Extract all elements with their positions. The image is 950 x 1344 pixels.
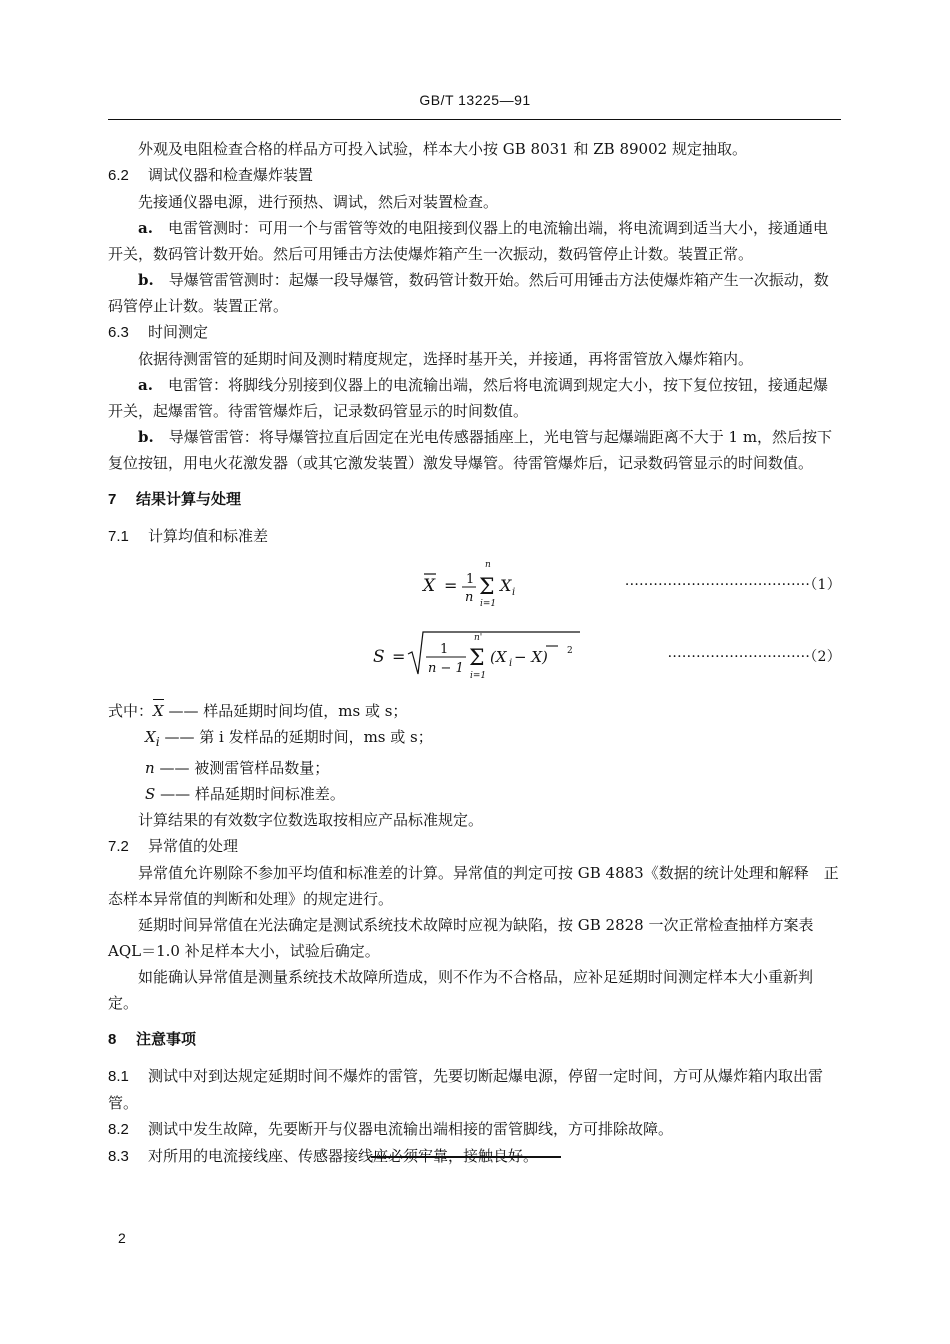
formula-mean-expression <box>420 550 550 612</box>
formula-2-leader: ······························（2） <box>667 649 841 665</box>
document-body <box>108 136 841 1170</box>
section-7-heading: 7 结果计算与处理 <box>108 490 242 508</box>
term-x: X <box>500 576 512 595</box>
formula-std-dev-expression <box>370 618 600 692</box>
power: 2 <box>567 646 573 656</box>
legend-row-s: S —— 样品延期时间标准差。 <box>145 785 345 803</box>
section-7-2-paragraph-1: 异常值允许剔除不参加平均值和标准差的计算。异常值的判定可按 GB 4883《数据的统计处理和解释 正态样本异常值的判断和处理》的规定进行。 <box>108 864 839 908</box>
sum-lower-limit: i=1 <box>480 599 497 609</box>
section-6-3-heading: 6.3 时间测定 <box>108 323 209 341</box>
section-8-3: 8.3 对所用的电流接线座、传感器接线座必须牢靠，接触良好。 <box>108 1147 539 1165</box>
section-7-1-note: 计算结果的有效数字位数选取按相应产品标准规定。 <box>138 811 484 829</box>
section-6-2-heading: 6.2 调试仪器和检查爆炸装置 <box>108 166 314 184</box>
formula-legend <box>108 698 841 807</box>
sum-lower-limit: i=1 <box>470 671 487 681</box>
term-rest: − X) <box>514 648 548 666</box>
formula-1-leader: ·······································（1） <box>624 577 841 593</box>
std-lhs: S <box>373 647 385 667</box>
legend-row-n: n —— 被测雷管样品数量； <box>145 759 330 777</box>
section-8-heading: 8 注意事项 <box>108 1030 197 1048</box>
frac-denominator: n − 1 <box>428 661 464 676</box>
end-of-document-rule <box>371 1156 561 1158</box>
term-open: (X <box>490 648 507 666</box>
sum-sign: Σ <box>479 575 495 600</box>
sum-upper-limit: n <box>485 560 491 570</box>
section-7-2-paragraph-3: 如能确认异常值是测量系统技术故障所造成，则不作为不合格品，应补足延期时间测定样本大小重新判定。 <box>108 968 814 1012</box>
legend-row-mean: 式中： X —— 样品延期时间均值，ms 或 s； <box>108 698 841 724</box>
page-header: GB/T 13225—91 <box>419 92 531 108</box>
section-6-3-item-a: a. 电雷管：将脚线分别接到仪器上的电流输出端，然后将电流调到规定大小，按下复位按钮，接通起爆开关，起爆雷管。待雷管爆炸后，记录数码管显示的时间数值。 <box>108 376 828 420</box>
header-rule <box>108 119 841 120</box>
section-6-2-item-a: a. 电雷管测时：可用一个与雷管等效的电阻接到仪器上的电流输出端，将电流调到适当大小，接通通电开关，数码管计数开始。然后可用锤击方法使爆炸箱产生一次振动，数码管停止计数。装置正常。 <box>108 219 828 263</box>
frac-denominator: n <box>465 590 474 605</box>
section-8-1: 8.1 测试中对到达规定延期时间不爆炸的雷管，先要切断起爆电源，停留一定时间，方可从爆炸箱内取出雷管。 <box>108 1067 824 1112</box>
equals-sign: = <box>444 576 458 595</box>
sum-upper-limit: n' <box>474 633 483 643</box>
frac-numerator: 1 <box>466 572 475 587</box>
formula-std-dev <box>108 618 841 692</box>
legend-row-xi: $X_i$ —— 第 i 发样品的延期时间，ms 或 s； <box>145 728 433 749</box>
page-number: 2 <box>118 1230 126 1246</box>
sum-sign: Σ <box>469 646 485 671</box>
intro-paragraph: 外观及电阻检查合格的样品方可投入试验，样本大小按 GB 8031 和 ZB 89002 规定抽取。 <box>138 140 747 158</box>
mean-lhs: X <box>423 576 436 596</box>
equals-sign: = <box>392 647 406 666</box>
section-7-1-heading: 7.1 计算均值和标准差 <box>108 527 269 545</box>
term-subscript: i <box>512 587 516 598</box>
section-8-2: 8.2 测试中发生故障，先要断开与仪器电流输出端相接的雷管脚线，方可排除故障。 <box>108 1120 674 1138</box>
formula-mean <box>108 550 841 612</box>
section-7-2-paragraph-2: 延期时间异常值在光法确定是测试系统技术故障时应视为缺陷，按 GB 2828 一次正常检查抽样方案表 AQL＝1.0 补足样本大小，试验后确定。 <box>108 916 814 960</box>
term-subscript: i <box>509 658 513 669</box>
section-7-2-heading: 7.2 异常值的处理 <box>108 837 239 855</box>
frac-numerator: 1 <box>440 642 449 657</box>
section-6-3-item-b: b. 导爆管雷管：将导爆管拉直后固定在光电传感器插座上，光电管与起爆端距离不大于 1 m，然后按下复位按钮，用电火花激发器（或其它激发装置）激发导爆管。待雷管爆炸后，记录数码管显示的时间数值。 <box>108 428 833 472</box>
section-6-2-item-b: b. 导爆管雷管测时：起爆一段导爆管，数码管计数开始。然后可用锤击方法使爆炸箱产生一次振动，数码管停止计数。装置正常。 <box>108 271 829 315</box>
section-6-3-paragraph: 依据待测雷管的延期时间及测时精度规定，选择时基开关，并接通，再将雷管放入爆炸箱内。 <box>138 350 754 368</box>
overbar <box>153 699 164 700</box>
section-6-2-paragraph: 先接通仪器电源，进行预热、调试，然后对装置检查。 <box>138 193 499 211</box>
